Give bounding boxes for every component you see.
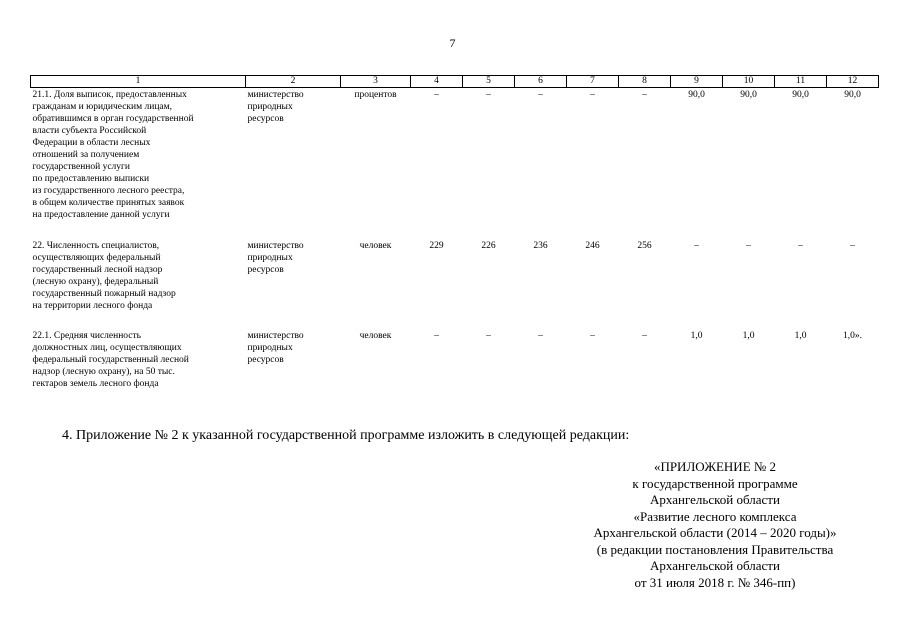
column-header: 9: [671, 76, 723, 88]
indicator-value: –: [590, 90, 595, 100]
indicator-value: –: [486, 90, 491, 100]
indicator-value: 256: [637, 241, 652, 251]
indicator-value: 1,0».: [843, 331, 862, 341]
indicator-value: –: [590, 331, 595, 341]
indicator-value: 90,0: [792, 90, 809, 100]
indicator-value: 226: [481, 241, 496, 251]
appendix-line: Архангельской области: [650, 492, 780, 507]
appendix-line: к государственной программе: [632, 475, 798, 491]
indicator-unit: человек: [359, 241, 392, 251]
appendix-line: «Развитие лесного комплекса: [633, 508, 797, 524]
indicator-value: –: [642, 90, 647, 100]
column-header: 6: [515, 76, 567, 88]
indicator-value: 1,0: [742, 331, 755, 341]
column-header: 5: [463, 76, 515, 88]
indicator-name: 22.1. Средняя численность должностных лиц, осуществляющих федеральный государственный лесной надзор (лесную охрану), на 50 тыс. гектаров земель лесного фонда: [32, 331, 189, 389]
column-header: 1: [31, 76, 246, 88]
column-header: 10: [723, 76, 775, 88]
page-number: 7: [449, 36, 456, 50]
column-header: 2: [246, 76, 341, 88]
indicator-value: –: [694, 241, 699, 251]
table-row: [31, 329, 879, 400]
indicator-value: –: [538, 90, 543, 100]
indicator-value: –: [434, 331, 439, 341]
column-header: 8: [619, 76, 671, 88]
indicator-value: –: [642, 331, 647, 341]
indicator-value: –: [746, 241, 751, 251]
indicator-value: 246: [585, 241, 600, 251]
indicator-value: 90,0: [688, 90, 705, 100]
appendix-line: Архангельской области (2014 – 2020 годы)»: [593, 525, 837, 540]
column-header: 4: [411, 76, 463, 88]
indicator-value: 1,0: [690, 331, 703, 341]
indicator-value: –: [434, 90, 439, 100]
indicators-table: [30, 75, 879, 400]
indicator-value: –: [798, 241, 803, 251]
appendix-header: [560, 459, 870, 591]
indicator-value: –: [486, 331, 491, 341]
indicator-value: 1,0: [794, 331, 807, 341]
indicator-value: 236: [533, 241, 548, 251]
table-row: [31, 88, 879, 240]
appendix-line: «ПРИЛОЖЕНИЕ № 2: [653, 459, 777, 474]
indicator-executor: министерство природных ресурсов: [247, 90, 304, 124]
indicator-unit: человек: [359, 331, 392, 341]
indicator-value: 90,0: [844, 90, 861, 100]
indicator-value: –: [538, 331, 543, 341]
appendix-line: Архангельской области: [650, 558, 780, 573]
table-row: [31, 239, 879, 329]
indicator-value: –: [850, 241, 855, 251]
indicator-unit: процентов: [354, 90, 397, 100]
indicator-executor: министерство природных ресурсов: [247, 331, 304, 365]
column-numbers-row: [31, 76, 879, 88]
indicator-name: 21.1. Доля выписок, предоставленных гражданам и юридическим лицам, обратившимся в орган государственной власти субъекта Российской Федерации в области лесных отношений за получением государственной услуги по предоставлению выписки из государственного лесного реестра, в общем количестве принятых заявок на предоставление данной услуги: [32, 90, 194, 220]
column-header: 12: [827, 76, 879, 88]
instruction-paragraph: 4. Приложение № 2 к указанной государственной программе изложить в следующей редакции:: [62, 428, 630, 443]
column-header: 3: [341, 76, 411, 88]
appendix-line: от 31 июля 2018 г. № 346-пп): [634, 574, 796, 590]
indicator-name: 22. Численность специалистов, осуществляющих федеральный государственный лесной надзор (лесную охрану), федеральный государственный пожарный надзор на территории лесного фонда: [32, 241, 176, 311]
indicator-value: 90,0: [740, 90, 757, 100]
indicator-executor: министерство природных ресурсов: [247, 241, 304, 275]
column-header: 7: [567, 76, 619, 88]
indicator-value: 229: [429, 241, 444, 251]
appendix-line: (в редакции постановления Правительства: [596, 541, 834, 557]
column-header: 11: [775, 76, 827, 88]
